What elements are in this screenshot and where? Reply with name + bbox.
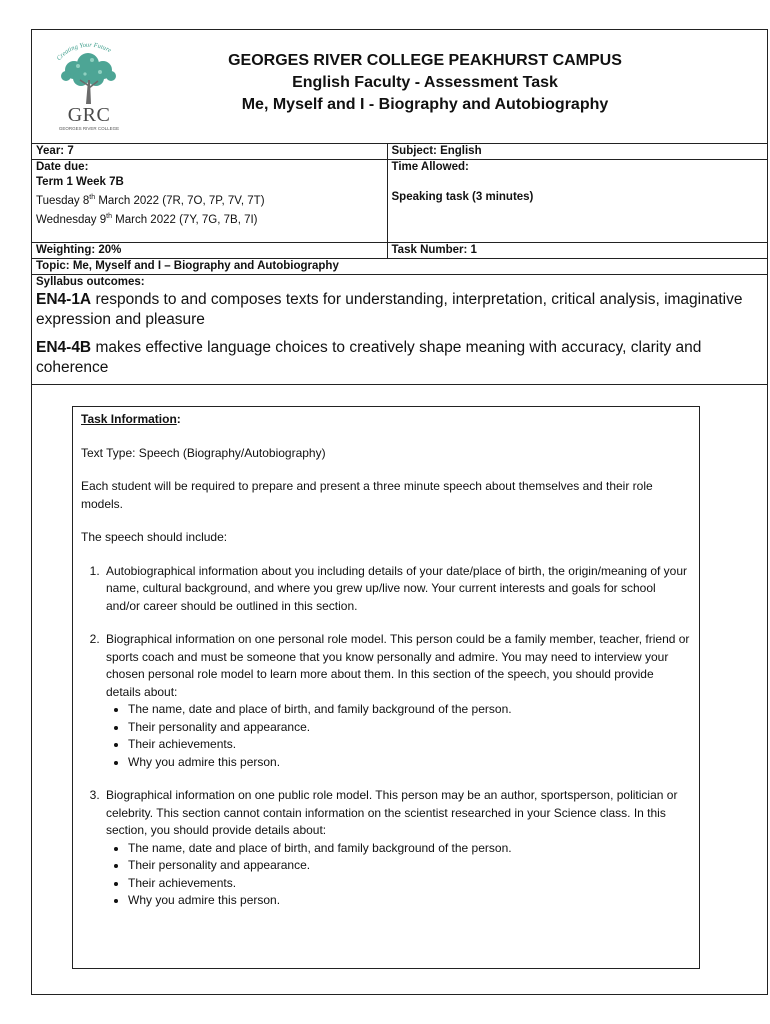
syllabus-label: Syllabus outcomes:: [36, 276, 145, 288]
task-details-table: [31, 143, 768, 385]
requirements-list: [81, 563, 691, 910]
year-subject-row: [32, 144, 768, 160]
syllabus-cell: [32, 275, 768, 385]
bullet-item: • The name, date and place of birth, and family background of the person.: [128, 840, 691, 858]
task-title: Me, Myself and I - Biography and Autobiography: [241, 96, 609, 113]
tree-logo-icon: [44, 38, 134, 108]
topic-row: [32, 259, 768, 275]
list-item: [103, 787, 691, 910]
list-item: [103, 631, 691, 771]
wednesday-date: [36, 209, 383, 228]
list-item-text: Biographical information on one personal role model. This person could be a family member, teacher, friend or sports coach and must be someone that you know personally and admire. You may need to interview your chosen personal role model to learn more about them. In this section of the speech, you should provide details about:: [106, 632, 690, 699]
tuesday-date-text: Tuesday 8: [36, 194, 90, 207]
faculty-title: English Faculty - Assessment Task: [292, 74, 558, 91]
date-due-cell: [32, 160, 388, 243]
list-item: [103, 563, 691, 616]
term-label: Term 1 Week 7B: [36, 176, 124, 188]
bullet-item: • Why you admire this person.: [128, 892, 691, 910]
due-time-row: [32, 160, 768, 243]
task-info-title: Task Information: [81, 412, 177, 426]
task-information-box: [72, 406, 700, 969]
outcome-2-text: makes effective language choices to creatively shape meaning with accuracy, clarity and coherence: [36, 339, 702, 376]
outcome-1-text: responds to and composes texts for understanding, interpretation, critical analysis, imaginative expression and pleasure: [36, 291, 743, 328]
tuesday-date: [36, 190, 383, 209]
bullet-item: • Why you admire this person.: [128, 754, 691, 772]
task-info-colon: :: [176, 412, 181, 426]
list-item-text: Autobiographical information about you including details of your date/place of birth, the origin/meaning of your name, cultural background, and where you grew up/live now. Your current interests and goals for school and/or career should be outlined in this section.: [106, 563, 688, 613]
bullet-item: • Their personality and appearance.: [128, 857, 691, 875]
task-number-cell: Task Number: 1: [387, 243, 767, 259]
task-info-heading: [81, 411, 691, 429]
topic-cell: Topic: Me, Myself and I – Biography and Autobiography: [32, 259, 768, 275]
tuesday-date-sup: th: [89, 194, 96, 201]
outcome-2-code: EN4-4B: [36, 339, 92, 356]
wednesday-date-classes: March 2022 (7Y, 7G, 7B, 7I): [111, 213, 258, 226]
bullet-item: • The name, date and place of birth, and family background of the person.: [128, 701, 691, 719]
task-intro: Each student will be required to prepare and present a three minute speech about themselves and their role models.: [81, 479, 653, 511]
bullet-item: • Their personality and appearance.: [128, 719, 691, 737]
list-item-text: Biographical information on one public role model. This person may be an author, sportsperson, politician or celebrity. This section cannot contain information on the scientist researched in your Science class. In this section, you should provide details about:: [106, 788, 678, 837]
logo-initials: GRC: [67, 104, 111, 126]
weighting-row: [32, 243, 768, 259]
tuesday-date-classes: March 2022 (7R, 7O, 7P, 7V, 7T): [95, 194, 265, 207]
syllabus-row: [32, 275, 768, 385]
bullet-item: • Their achievements.: [128, 736, 691, 754]
time-allowed-cell: [387, 160, 767, 243]
document-header: [135, 50, 715, 116]
bullet-list: [106, 701, 691, 771]
year-cell: Year: 7: [32, 144, 388, 160]
bullet-list: [106, 840, 691, 910]
task-include: The speech should include:: [81, 530, 228, 544]
wednesday-date-text: Wednesday 9: [36, 213, 107, 226]
school-logo: [44, 38, 134, 136]
time-allowed-label: Time Allowed:: [391, 161, 469, 173]
weighting-cell: Weighting: 20%: [32, 243, 388, 259]
outcome-2: [36, 338, 763, 378]
outcome-1-code: EN4-1A: [36, 291, 92, 308]
date-due-label: Date due:: [36, 161, 89, 173]
school-name: GEORGES RIVER COLLEGE PEAKHURST CAMPUS: [228, 52, 622, 69]
logo-subtitle: GEORGES RIVER COLLEGE: [58, 126, 120, 131]
outcome-1: [36, 290, 763, 330]
text-type: Text Type: Speech (Biography/Autobiography): [81, 445, 326, 460]
logo-arc-text: Creating Your Future: [55, 41, 113, 63]
wednesday-date-sup: th: [106, 212, 112, 220]
bullet-item: • Their achievements.: [128, 875, 691, 893]
subject-cell: Subject: English: [387, 144, 767, 160]
time-allowed-value: Speaking task (3 minutes): [391, 191, 534, 203]
